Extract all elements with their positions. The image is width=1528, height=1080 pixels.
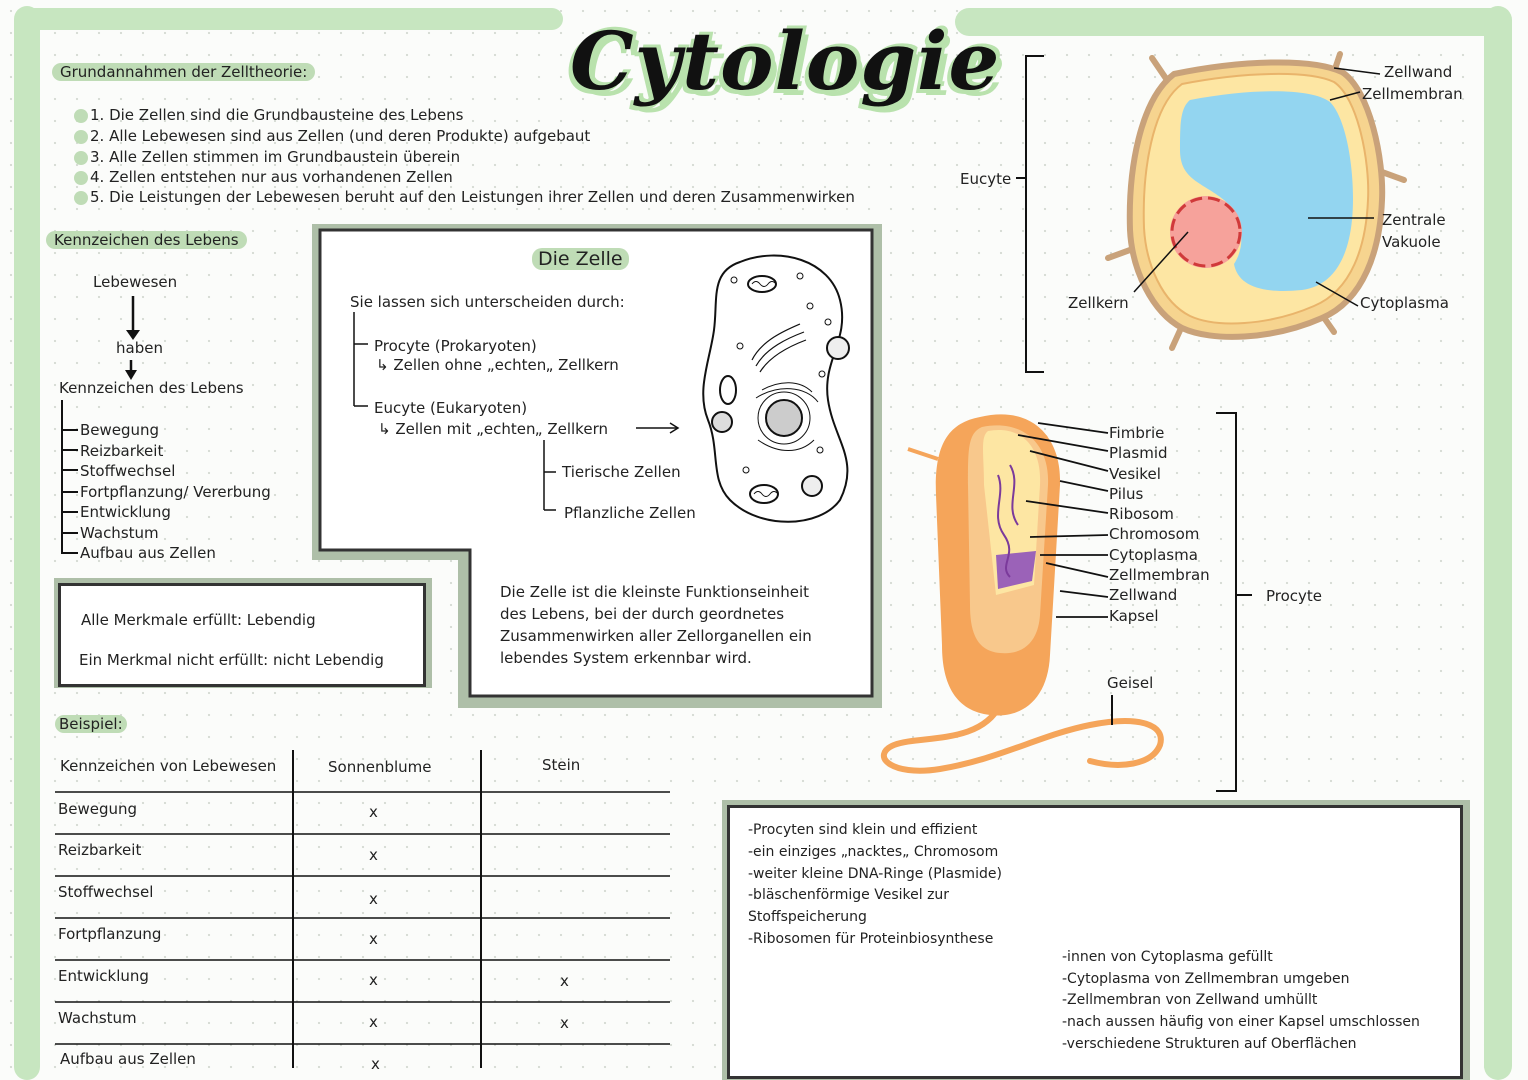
merkmale-line2: Ein Merkmal nicht erfüllt: nicht Lebendig (79, 651, 384, 669)
table-cell: x (369, 971, 378, 989)
procyte-label: Vesikel (1109, 464, 1161, 483)
beispiel-table-grid (55, 750, 675, 1080)
procyte-label: Fimbrie (1109, 424, 1165, 442)
table-header: Sonnenblume (328, 758, 432, 776)
procyte-label: Procyte (Prokaryoten) (374, 337, 537, 355)
eucyte-label: Eucyte (Eukaryoten) (374, 399, 528, 417)
table-cell: Stoffwechsel (58, 883, 154, 901)
list-item: Bewegung (80, 421, 160, 439)
table-cell: Wachstum (58, 1009, 137, 1027)
eucyte-sub: ↳ Zellen mit „echten„ Zellkern (378, 420, 608, 438)
kennzeichen-heading: Kennzeichen des Lebens (46, 230, 247, 250)
table-cell: Entwicklung (58, 967, 149, 985)
procyte-label: Zellwand (1109, 586, 1178, 605)
eucyte-label: Zentrale Vakuole (1382, 211, 1446, 251)
procyte-label: Chromosom (1109, 525, 1200, 544)
table-cell: Bewegung (58, 800, 138, 818)
zelle-title: Die Zelle (532, 248, 629, 270)
list-item: 4. Zellen entstehen nur aus vorhandenen Zellen (74, 168, 855, 187)
note-line: -verschiedene Strukturen auf Oberflächen (1062, 1035, 1357, 1052)
note-line: -bläschenförmige Vesikel zur (748, 887, 950, 904)
list-item: Entwicklung (80, 503, 171, 521)
frame-top-left (18, 8, 563, 30)
table-cell: x (371, 1055, 380, 1073)
list-item: 1. Die Zellen sind die Grundbausteine des Lebens (74, 105, 855, 126)
table-cell: x (369, 1013, 378, 1031)
frame-right (1484, 6, 1512, 1080)
table-header: Kennzeichen von Lebewesen (60, 757, 277, 775)
note-line: -Cytoplasma von Zellmembran umgeben (1062, 970, 1350, 987)
geisel-label: Geisel (1107, 674, 1154, 692)
table-cell: Fortpflanzung (58, 925, 162, 943)
table-cell: Aufbau aus Zellen (60, 1050, 196, 1068)
procyte-label: Kapsel (1109, 606, 1159, 625)
definition-line: Zusammenwirken aller Zellorganellen ein (500, 627, 812, 645)
procyte-label: Plasmid (1109, 444, 1168, 463)
list-item: Aufbau aus Zellen (80, 544, 216, 562)
procyte-diagram-label: Procyte (1266, 587, 1323, 605)
eucyte-label: Zellmembran (1362, 85, 1463, 103)
procyte-sub: ↳ Zellen ohne „echten„ Zellkern (376, 356, 619, 374)
pflanzliche-zellen: Pflanzliche Zellen (564, 504, 696, 522)
list-item: Wachstum (80, 523, 159, 542)
note-line: -ein einziges „nacktes„ Chromosom (748, 843, 999, 860)
procyte-labels (1109, 423, 1210, 626)
notes-right (1062, 947, 1420, 1056)
table-header: Stein (542, 756, 581, 774)
haben-label: haben (116, 339, 163, 357)
list-item: 2. Alle Lebewesen sind aus Zellen (und deren Produkte) aufgebaut (74, 126, 855, 147)
table-cell: x (560, 972, 569, 990)
table-cell: x (369, 930, 378, 948)
note-line: -weiter kleine DNA-Ringe (Plasmide) (748, 865, 1002, 882)
notes-box (727, 805, 1463, 1079)
list-item: 3. Alle Zellen stimmen im Grundbaustein überein (74, 147, 855, 168)
animal-cell-illustration (700, 250, 860, 530)
table-cell: x (369, 846, 378, 864)
definition-line: Die Zelle ist die kleinste Funktionseinheit (500, 583, 810, 601)
zelle-intro: Sie lassen sich unterscheiden durch: (350, 293, 625, 311)
note-line: Stoffspeicherung (748, 909, 867, 926)
note-line: -nach aussen häufig von einer Kapsel umschlossen (1062, 1014, 1420, 1031)
note-line: -Procyten sind klein und effizient (748, 822, 978, 838)
list-item: 5. Die Leistungen der Lebewesen beruht auf den Leistungen ihrer Zellen und deren Zusammenwirken (74, 187, 855, 208)
bracket-tree (56, 400, 82, 558)
kennzeichen-sub: Kennzeichen des Lebens (59, 379, 244, 397)
note-line: -innen von Cytoplasma gefüllt (1062, 949, 1273, 965)
zelltheorie-heading: Grundannahmen der Zelltheorie: (52, 62, 315, 82)
lebewesen-label: Lebewesen (93, 273, 178, 291)
procyte-label: Cytoplasma (1109, 545, 1198, 564)
merkmale-line1: Alle Merkmale erfüllt: Lebendig (81, 611, 316, 629)
page-title: Cytologie (570, 14, 1001, 108)
zelltheorie-list (74, 105, 855, 208)
procyte-label: Pilus (1109, 484, 1144, 503)
eucyte-label: Cytoplasma (1360, 294, 1449, 312)
list-item: Stoffwechsel (80, 462, 176, 480)
beispiel-label: Beispiel: (55, 714, 127, 734)
table-cell: x (369, 803, 378, 821)
tierische-zellen: Tierische Zellen (562, 463, 681, 481)
table-cell: x (369, 890, 378, 908)
note-line: -Ribosomen für Proteinbiosynthese (748, 930, 994, 947)
frame-top-right (955, 8, 1511, 36)
procyte-label: Ribosom (1109, 505, 1174, 524)
eucyte-label: Zellwand (1384, 63, 1453, 81)
procyte-label: Zellmembran (1109, 566, 1210, 585)
eucyte-diagram-label: Eucyte (960, 170, 1012, 188)
notes-left (748, 820, 1002, 951)
table-cell: x (560, 1014, 569, 1032)
list-item: Reizbarkeit (80, 441, 164, 460)
kennzeichen-list (80, 420, 271, 564)
eucyte-label: Zellkern (1068, 294, 1129, 312)
list-item: Fortpflanzung/ Vererbung (80, 482, 271, 501)
table-cell: Reizbarkeit (58, 841, 142, 859)
frame-left (14, 6, 40, 1080)
note-line: -Zellmembran von Zellwand umhüllt (1062, 992, 1318, 1009)
definition-line: lebendes System erkennbar wird. (500, 649, 752, 667)
zelle-definition (500, 581, 812, 669)
definition-line: des Lebens, bei der durch geordnetes (500, 605, 785, 623)
